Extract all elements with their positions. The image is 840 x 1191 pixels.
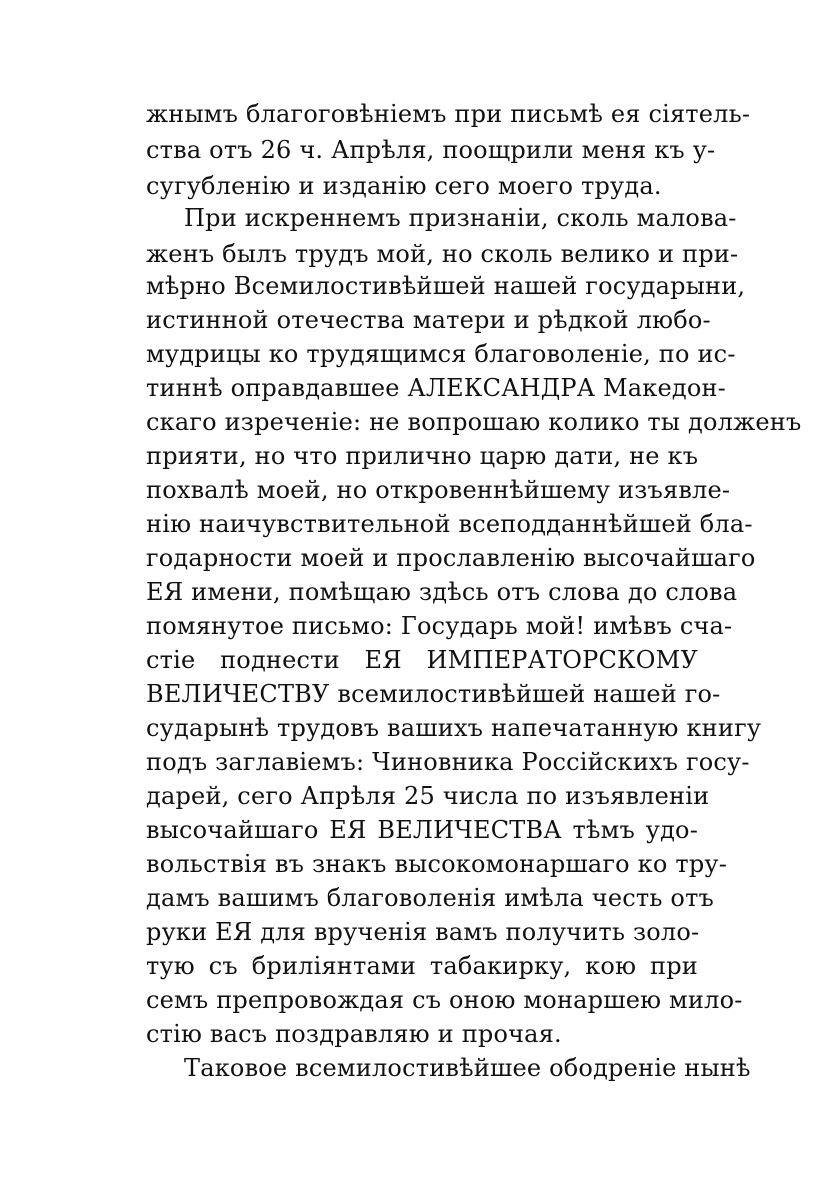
text-line: тиннѣ оправдавшее АЛЕКСАНДРА Македон- xyxy=(146,374,726,402)
text-line: подъ заглавiемъ: Чиновника Россiйскихъ госу- xyxy=(146,748,750,776)
paragraph-first-line: Таковое всемилостивѣйшее ободренiе нынѣ xyxy=(184,1054,751,1082)
text-line: жнымъ благоговѣнiемъ при письмѣ ея сiятель- xyxy=(146,100,751,128)
text-line: ства отъ 26 ч. Апрѣля, поощрили меня къ у- xyxy=(146,136,716,164)
text-line: ЕЯ имени, помѣщаю здѣсь отъ слова до слова xyxy=(146,578,738,606)
text-line: сугубленiю и изданiю сего моего труда. xyxy=(146,172,662,200)
text-line: семъ препровождая съ оною монаршею мило- xyxy=(146,986,743,1014)
text-line: мудрицы ко трудящимся благоволенiе, по ис- xyxy=(146,340,736,368)
text-line: стiю васъ поздравляю и прочая. xyxy=(146,1020,562,1048)
text-line: помянутое письмо: Государь мой! имѣвъ сча- xyxy=(146,612,733,640)
text-line: дарей, сего Апрѣля 25 числа по изъявленiи xyxy=(146,782,710,810)
text-line: мѣрно Всемилостивѣйшей нашей государыни, xyxy=(146,272,746,300)
text-line: тую съ брилiянтами табакирку, кою при xyxy=(146,952,698,980)
text-line: стiе поднести ЕЯ ИМПЕРАТОРСКОМУ xyxy=(146,646,698,674)
text-line: нiю наичувствительной всеподданнѣйшей бла- xyxy=(146,510,753,538)
text-line: сударынѣ трудовъ вашихъ напечатанную книгу xyxy=(146,714,762,742)
text-line: скаго изреченiе: не вопрошаю колико ты долженъ xyxy=(146,408,802,436)
text-line: истинной отечества матери и рѣдкой любо- xyxy=(146,306,711,334)
paragraph-first-line: При искреннемъ признанiи, сколь малова- xyxy=(184,204,737,232)
text-line: прияти, но что прилично царю дати, не къ xyxy=(146,442,699,470)
text-line: вольствiя въ знакъ высокомонаршаго ко тру- xyxy=(146,850,728,878)
text-line: годарности моей и прославленiю высочайшаго xyxy=(146,544,756,572)
text-line: ВЕЛИЧЕСТВУ всемилостивѣйшей нашей го- xyxy=(146,680,721,708)
text-line: руки ЕЯ для врученiя вамъ получить золо- xyxy=(146,918,700,946)
text-line: высочайшаго ЕЯ ВЕЛИЧЕСТВА тѣмъ удо- xyxy=(146,816,698,844)
text-line: дамъ вашимъ благоволенiя имѣла честь отъ xyxy=(146,884,715,912)
text-line: женъ былъ трудъ мой, но сколь велико и при- xyxy=(146,240,739,268)
text-line: похвалѣ моей, но откровеннѣйшему изъявле- xyxy=(146,476,731,504)
